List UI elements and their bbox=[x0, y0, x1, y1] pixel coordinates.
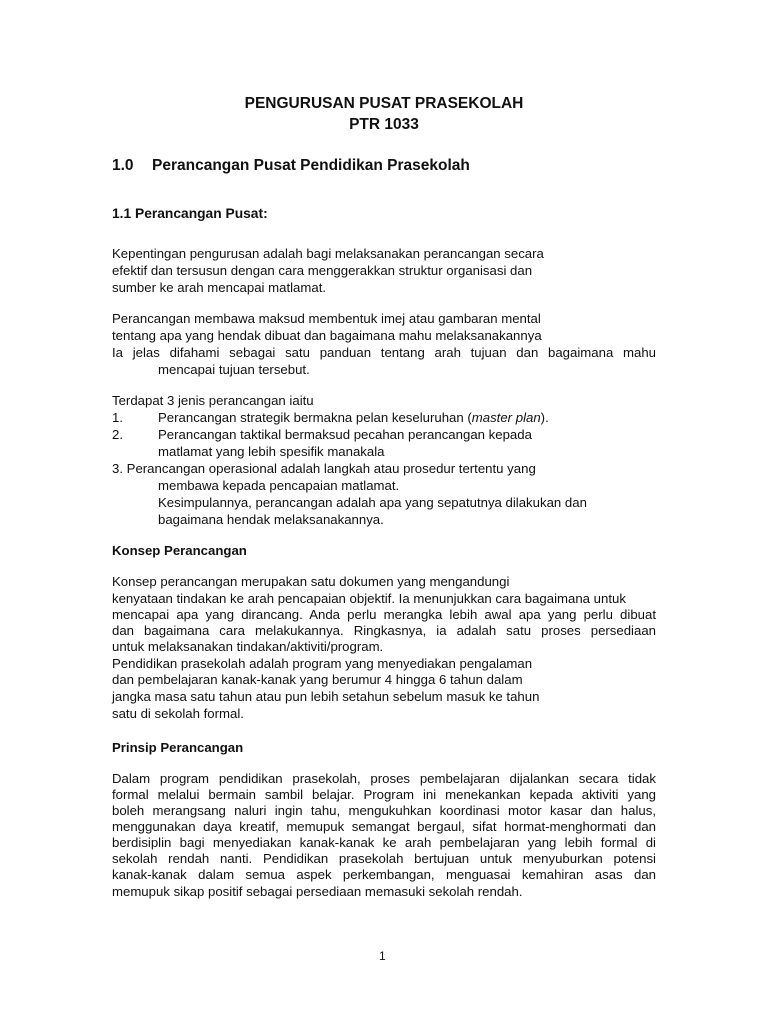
list-intro: Terdapat 3 jenis perancangan iaitu bbox=[112, 393, 314, 408]
list-item-emphasis: master plan bbox=[471, 410, 541, 425]
paragraph-line: jangka masa satu tahun atau pun lebih setahun sebelum masuk ke tahun bbox=[112, 689, 540, 704]
conclusion-line: bagaimana hendak melaksanakannya. bbox=[158, 512, 384, 527]
paragraph-line: Dalam program pendidikan prasekolah, proses pembelajaran dijalankan secara tidak bbox=[112, 771, 656, 786]
paragraph-line: berdisiplin bagi menyediakan kanak-kanak ke arah pembelajaran yang lebih formal di bbox=[112, 835, 656, 850]
list-item-continuation: membawa kepada pencapaian matlamat. bbox=[158, 478, 400, 493]
section-number: 1.0 bbox=[112, 157, 134, 174]
paragraph-line: boleh merangsang naluri ingin tahu, mengukuhkan koordinasi motor kasar dan halus, bbox=[112, 803, 656, 818]
paragraph-line: formal melalui bermain sambil belajar. Program ini menekankan kepada aktiviti yang bbox=[112, 787, 656, 802]
paragraph-line: Konsep perancangan merupakan satu dokumen yang mengandungi bbox=[112, 574, 510, 589]
paragraph-line: menggunakan daya kreatif, memupuk semangat bergaul, sifat hormat-menghormati dan bbox=[112, 819, 656, 834]
list-item-number: 1. bbox=[112, 410, 123, 425]
paragraph-line: kenyataan tindakan ke arah pencapaian objektif. Ia menunjukkan cara bagaimana untuk bbox=[112, 591, 626, 606]
prinsip-heading: Prinsip Perancangan bbox=[112, 740, 244, 755]
konsep-heading: Konsep Perancangan bbox=[112, 543, 247, 558]
paragraph-line: Ia jelas difahami sebagai satu panduan tentang arah tujuan dan bagaimana mahu bbox=[112, 345, 656, 360]
paragraph-line: sumber ke arah mencapai matlamat. bbox=[112, 280, 327, 295]
list-item: Perancangan taktikal bermaksud pecahan perancangan kepada bbox=[158, 427, 532, 442]
list-item-number: 2. bbox=[112, 427, 123, 442]
list-item bbox=[158, 410, 549, 426]
paragraph-line: dan pembelajaran kanak-kanak yang berumur 4 hingga 6 tahun dalam bbox=[112, 672, 523, 687]
list-item: 3. Perancangan operasional adalah langkah atau prosedur tertentu yang bbox=[112, 461, 536, 476]
list-item-continuation: matlamat yang lebih spesifik manakala bbox=[158, 444, 385, 459]
section-title: Perancangan Pusat Pendidikan Prasekolah bbox=[152, 157, 470, 174]
paragraph-line: dan bagaimana cara melakukannya. Ringkasnya, ia adalah satu proses persediaan bbox=[112, 623, 656, 638]
paragraph-line: memupuk sikap positif sebagai persediaan memasuki sekolah rendah. bbox=[112, 884, 523, 899]
paragraph-line: Perancangan membawa maksud membentuk imej atau gambaran mental bbox=[112, 311, 541, 326]
paragraph-line: Pendidikan prasekolah adalah program yang menyediakan pengalaman bbox=[112, 656, 533, 671]
paragraph-line: untuk melaksanakan tindakan/aktiviti/program. bbox=[112, 639, 384, 654]
page-number: 1 bbox=[379, 949, 386, 963]
conclusion-line: Kesimpulannya, perancangan adalah apa yang sepatutnya dilakukan dan bbox=[158, 495, 587, 510]
subsection-heading: 1.1 Perancangan Pusat: bbox=[112, 206, 268, 221]
paragraph-line: tentang apa yang hendak dibuat dan bagaimana mahu melaksanakannya bbox=[112, 328, 542, 343]
paragraph-line: mencapai apa yang dirancang. Anda perlu merangka lebih awal apa yang perlu dibuat bbox=[112, 607, 656, 622]
paragraph-line: satu di sekolah formal. bbox=[112, 706, 244, 721]
course-code: PTR 1033 bbox=[349, 116, 419, 133]
paragraph-line: kanak-kanak dalam semua aspek perkembangan, menguasai kemahiran asas dan bbox=[112, 867, 656, 882]
list-item-text: ). bbox=[540, 410, 549, 425]
paragraph-line: mencapai tujuan tersebut. bbox=[158, 362, 310, 377]
paragraph-line: efektif dan tersusun dengan cara menggerakkan struktur organisasi dan bbox=[112, 263, 533, 278]
paragraph-line: Kepentingan pengurusan adalah bagi melaksanakan perancangan secara bbox=[112, 246, 544, 261]
paragraph-line: sekolah rendah nanti. Pendidikan prasekolah bertujuan untuk menyuburkan potensi bbox=[112, 851, 656, 866]
document-title: PENGURUSAN PUSAT PRASEKOLAH bbox=[244, 95, 524, 112]
list-item-text: Perancangan strategik bermakna pelan keseluruhan ( bbox=[158, 410, 472, 425]
